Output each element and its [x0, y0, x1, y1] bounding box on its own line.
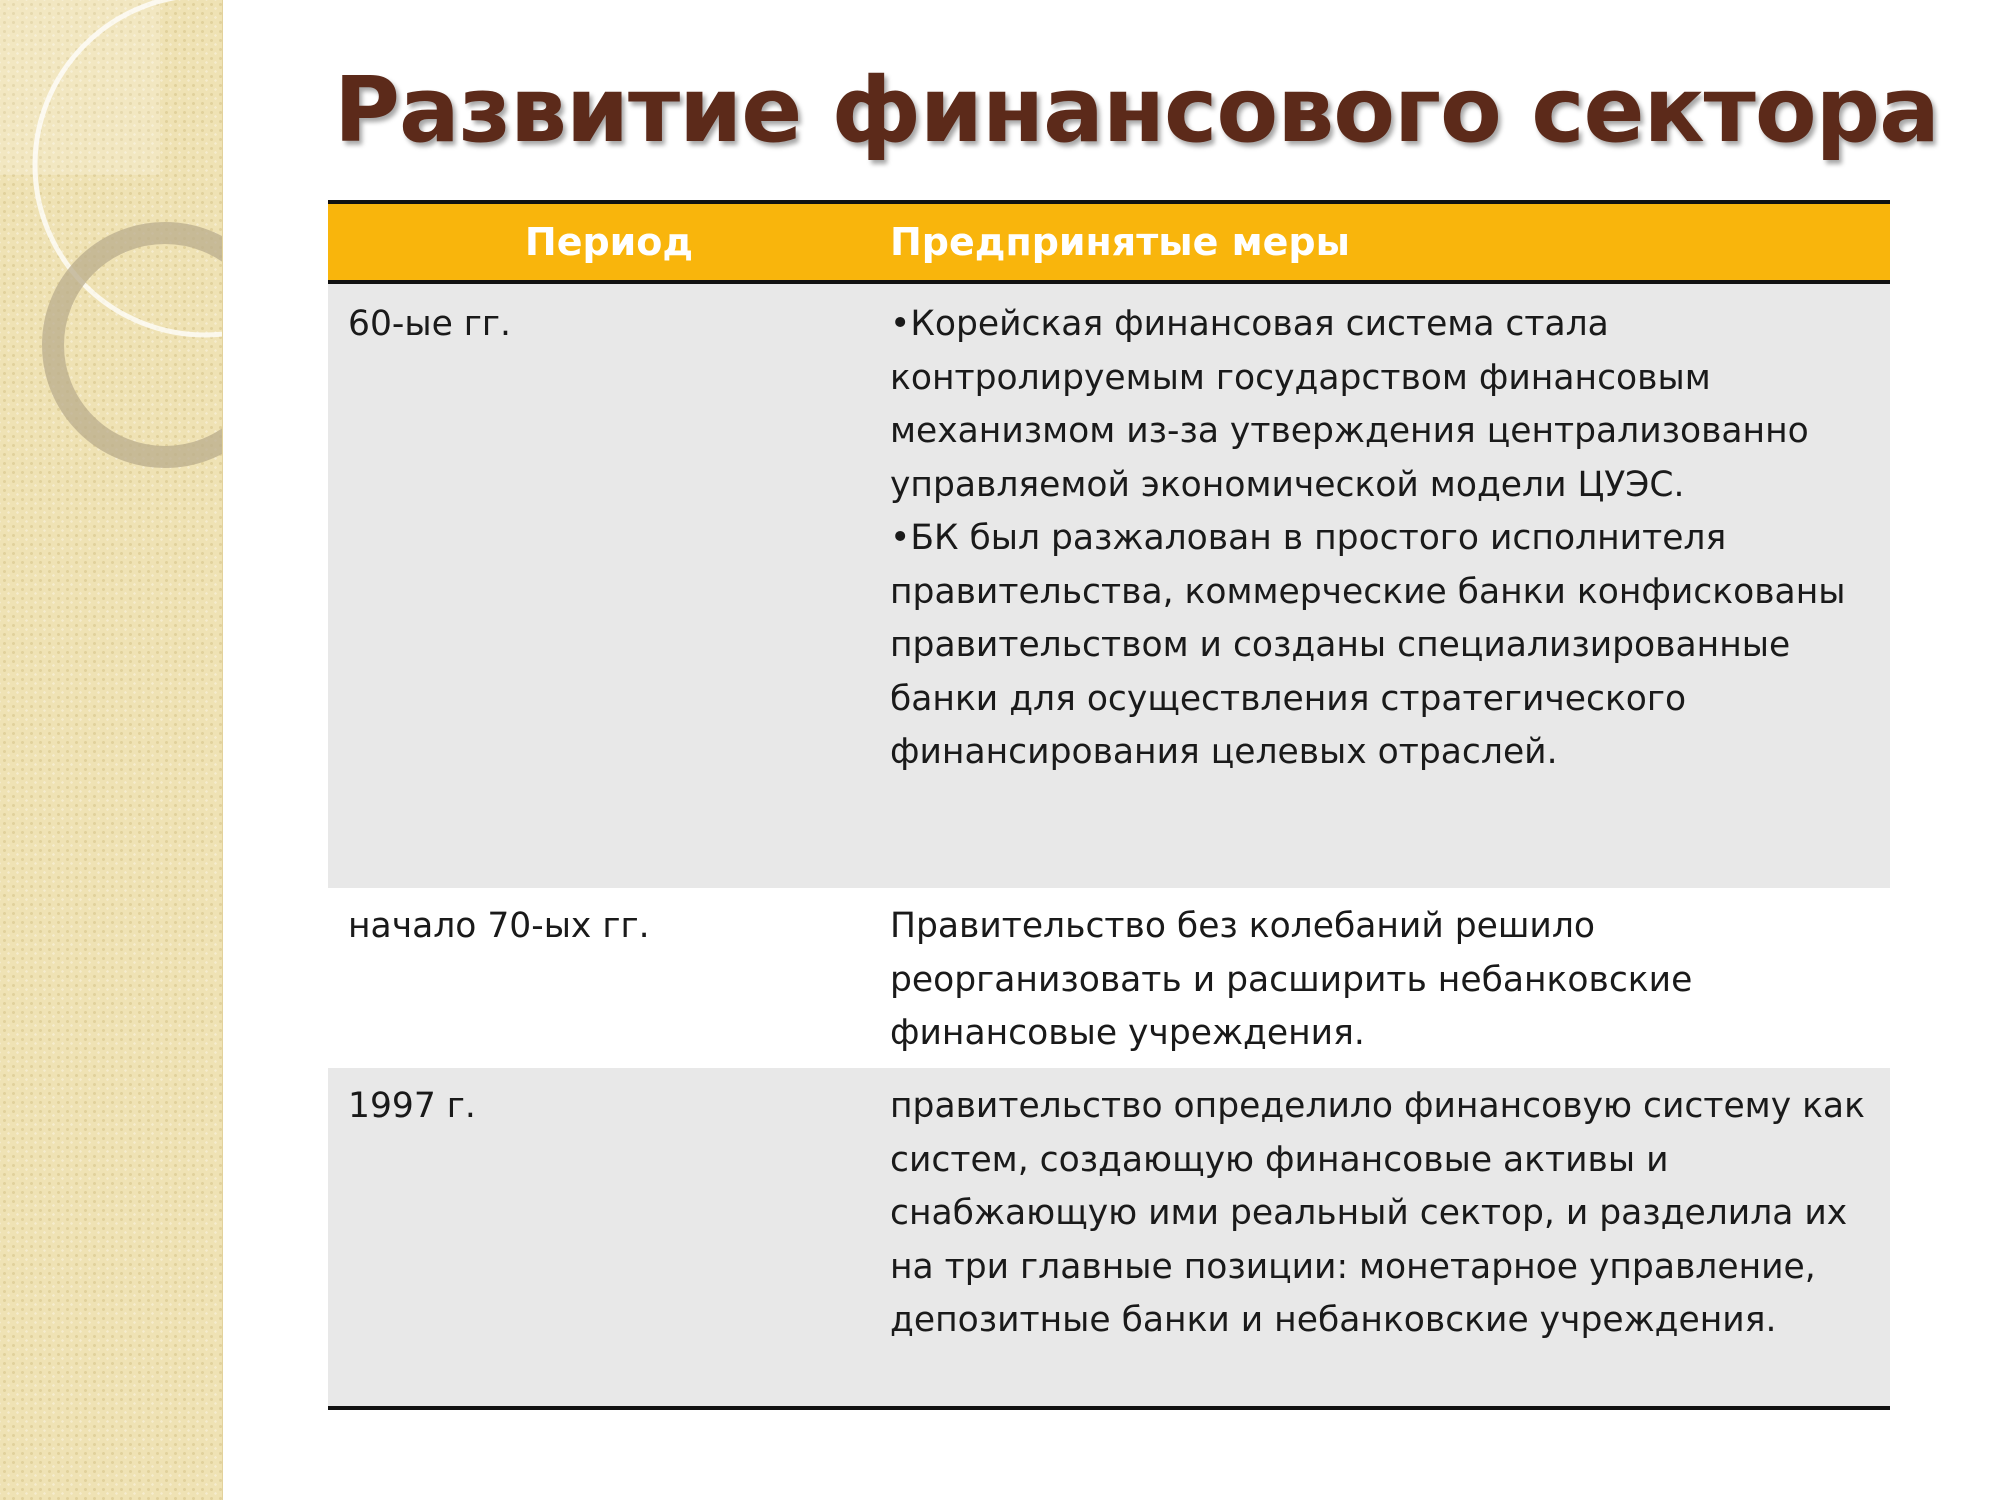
table-row	[328, 1068, 1890, 1406]
measure-paragraph: •БК был разжалован в простого исполнителя правительства, коммерческие банки конфискованы правительством и созданы специализированные банки для осуществления стратегического финансирования целевых отраслей.	[890, 518, 1846, 772]
measure-paragraph: правительство определило финансовую систему как систем, создающую финансовые активы и снабжающую ими реальный сектор, и разделила их на три главные позиции: монетарное управление, депозитные банки и небанковские учреждения.	[890, 1086, 1865, 1340]
table-header	[328, 204, 1890, 284]
table-row	[328, 284, 1890, 888]
header-period: Период	[524, 220, 694, 264]
table-row	[328, 888, 1890, 1068]
decorative-side-strip	[0, 0, 223, 1500]
decorative-rings	[0, 0, 222, 1500]
row-period: 1997 г.	[348, 1086, 476, 1126]
row-measures	[890, 1080, 1890, 1406]
measures-table	[328, 200, 1890, 1410]
header-measures: Предпринятые меры	[890, 220, 1350, 264]
slide-title: Развитие финансового сектора	[334, 58, 1939, 163]
decorative-ring-thick	[53, 233, 222, 457]
row-measures	[890, 900, 1890, 1068]
measure-paragraph: Правительство без колебаний решило реорганизовать и расширить небанковские финансовые учреждения.	[890, 906, 1693, 1053]
measure-paragraph: •Корейская финансовая система стала контролируемым государством финансовым механизмом из-за утверждения централизованно управляемой экономической модели ЦУЭС.	[890, 304, 1809, 505]
row-period: начало 70-ых гг.	[348, 906, 650, 946]
row-period: 60-ые гг.	[348, 304, 511, 344]
row-measures	[890, 298, 1890, 888]
decorative-panel	[0, 0, 160, 175]
